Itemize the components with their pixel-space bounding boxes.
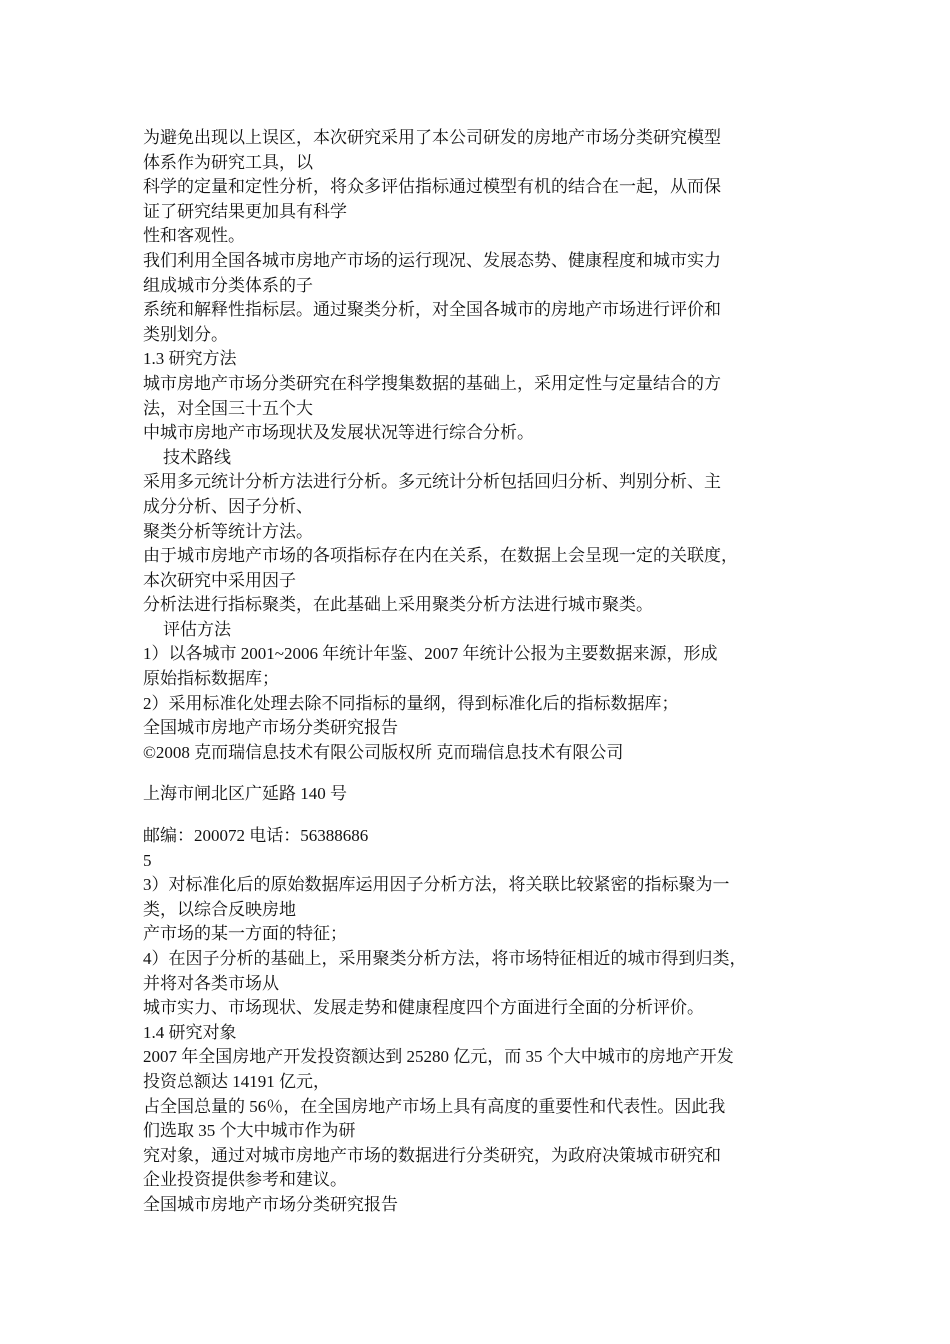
text-line: 系统和解释性指标层。通过聚类分析，对全国各城市的房地产市场进行评价和 [143,300,721,320]
text-line: 原始指标数据库； [143,669,279,689]
text-line: 性和客观性。 [143,226,245,246]
text-line: 证了研究结果更加具有科学 [143,201,347,221]
text-line: 城市房地产市场分类研究在科学搜集数据的基础上，采用定性与定量结合的方 [143,373,721,393]
text-line: 2）采用标准化处理去除不同指标的量纲，得到标准化后的指标数据库； [143,693,679,713]
text-line: 究对象，通过对城市房地产市场的数据进行分类研究，为政府决策城市研究和 [143,1145,721,1165]
footer-report-title: 全国城市房地产市场分类研究报告 [143,1194,398,1214]
document-page [143,126,823,1218]
text-line: 类别划分。 [143,324,228,344]
text-line: 我们利用全国各城市房地产市场的运行现况、发展态势、健康程度和城市实力 [143,250,721,270]
footer-address: 上海市闸北区广延路 140 号 [143,784,347,804]
footer-report-title: 全国城市房地产市场分类研究报告 [143,718,398,738]
text-line: 城市实力、市场现状、发展走势和健康程度四个方面进行全面的分析评价。 [143,998,704,1018]
subsection-heading: 评估方法 [163,619,231,639]
page-number: 5 [143,850,152,870]
text-line: 分析法进行指标聚类，在此基础上采用聚类分析方法进行城市聚类。 [143,595,653,615]
text-line: 3）对标准化后的原始数据库运用因子分析方法，将关联比较紧密的指标聚为一 [143,875,730,895]
text-line: 科学的定量和定性分析，将众多评估指标通过模型有机的结合在一起，从而保 [143,177,721,197]
text-line: 采用多元统计分析方法进行分析。多元统计分析包括回归分析、判别分析、主 [143,472,721,492]
text-line: 本次研究中采用因子 [143,570,296,590]
text-line: 们选取 35 个大中城市作为研 [143,1121,356,1141]
text-line: 产市场的某一方面的特征； [143,924,347,944]
text-line: 法，对全国三十五个大 [143,398,313,418]
text-line: 中城市房地产市场现状及发展状况等进行综合分析。 [143,423,534,443]
footer-copyright: ©2008 克而瑞信息技术有限公司版权所 克而瑞信息技术有限公司 [143,742,624,762]
text-line: 2007 年全国房地产开发投资额达到 25280 亿元，而 35 个大中城市的房地产开发 [143,1047,734,1067]
text-line: 4）在因子分析的基础上，采用聚类分析方法，将市场特征相近的城市得到归类， [143,949,747,968]
text-line: 体系作为研究工具，以 [143,152,313,172]
text-line: 为避免出现以上误区，本次研究采用了本公司研发的房地产市场分类研究模型 [143,128,721,147]
footer-contact: 邮编：200072 电话：56388686 [143,826,369,846]
text-line: 企业投资提供参考和建议。 [143,1170,347,1190]
text-line: 并将对各类市场从 [143,973,279,993]
text-line: 占全国总量的 56％，在全国房地产市场上具有高度的重要性和代表性。因此我 [143,1096,726,1116]
text-line: 组成城市分类体系的子 [143,275,313,295]
section-heading: 1.4 研究对象 [143,1022,237,1042]
section-heading: 1.3 研究方法 [143,349,237,369]
text-line: 1）以各城市 2001~2006 年统计年鉴、2007 年统计公报为主要数据来源，形成 [143,644,718,664]
text-line: 投资总额达 14191 亿元， [143,1071,330,1091]
text-line: 类，以综合反映房地 [143,899,296,919]
text-line: 聚类分析等统计方法。 [143,521,313,541]
text-line: 由于城市房地产市场的各项指标存在内在关系，在数据上会呈现一定的关联度， [143,546,738,566]
text-line: 成分分析、因子分析、 [143,496,313,516]
subsection-heading: 技术路线 [163,447,231,467]
